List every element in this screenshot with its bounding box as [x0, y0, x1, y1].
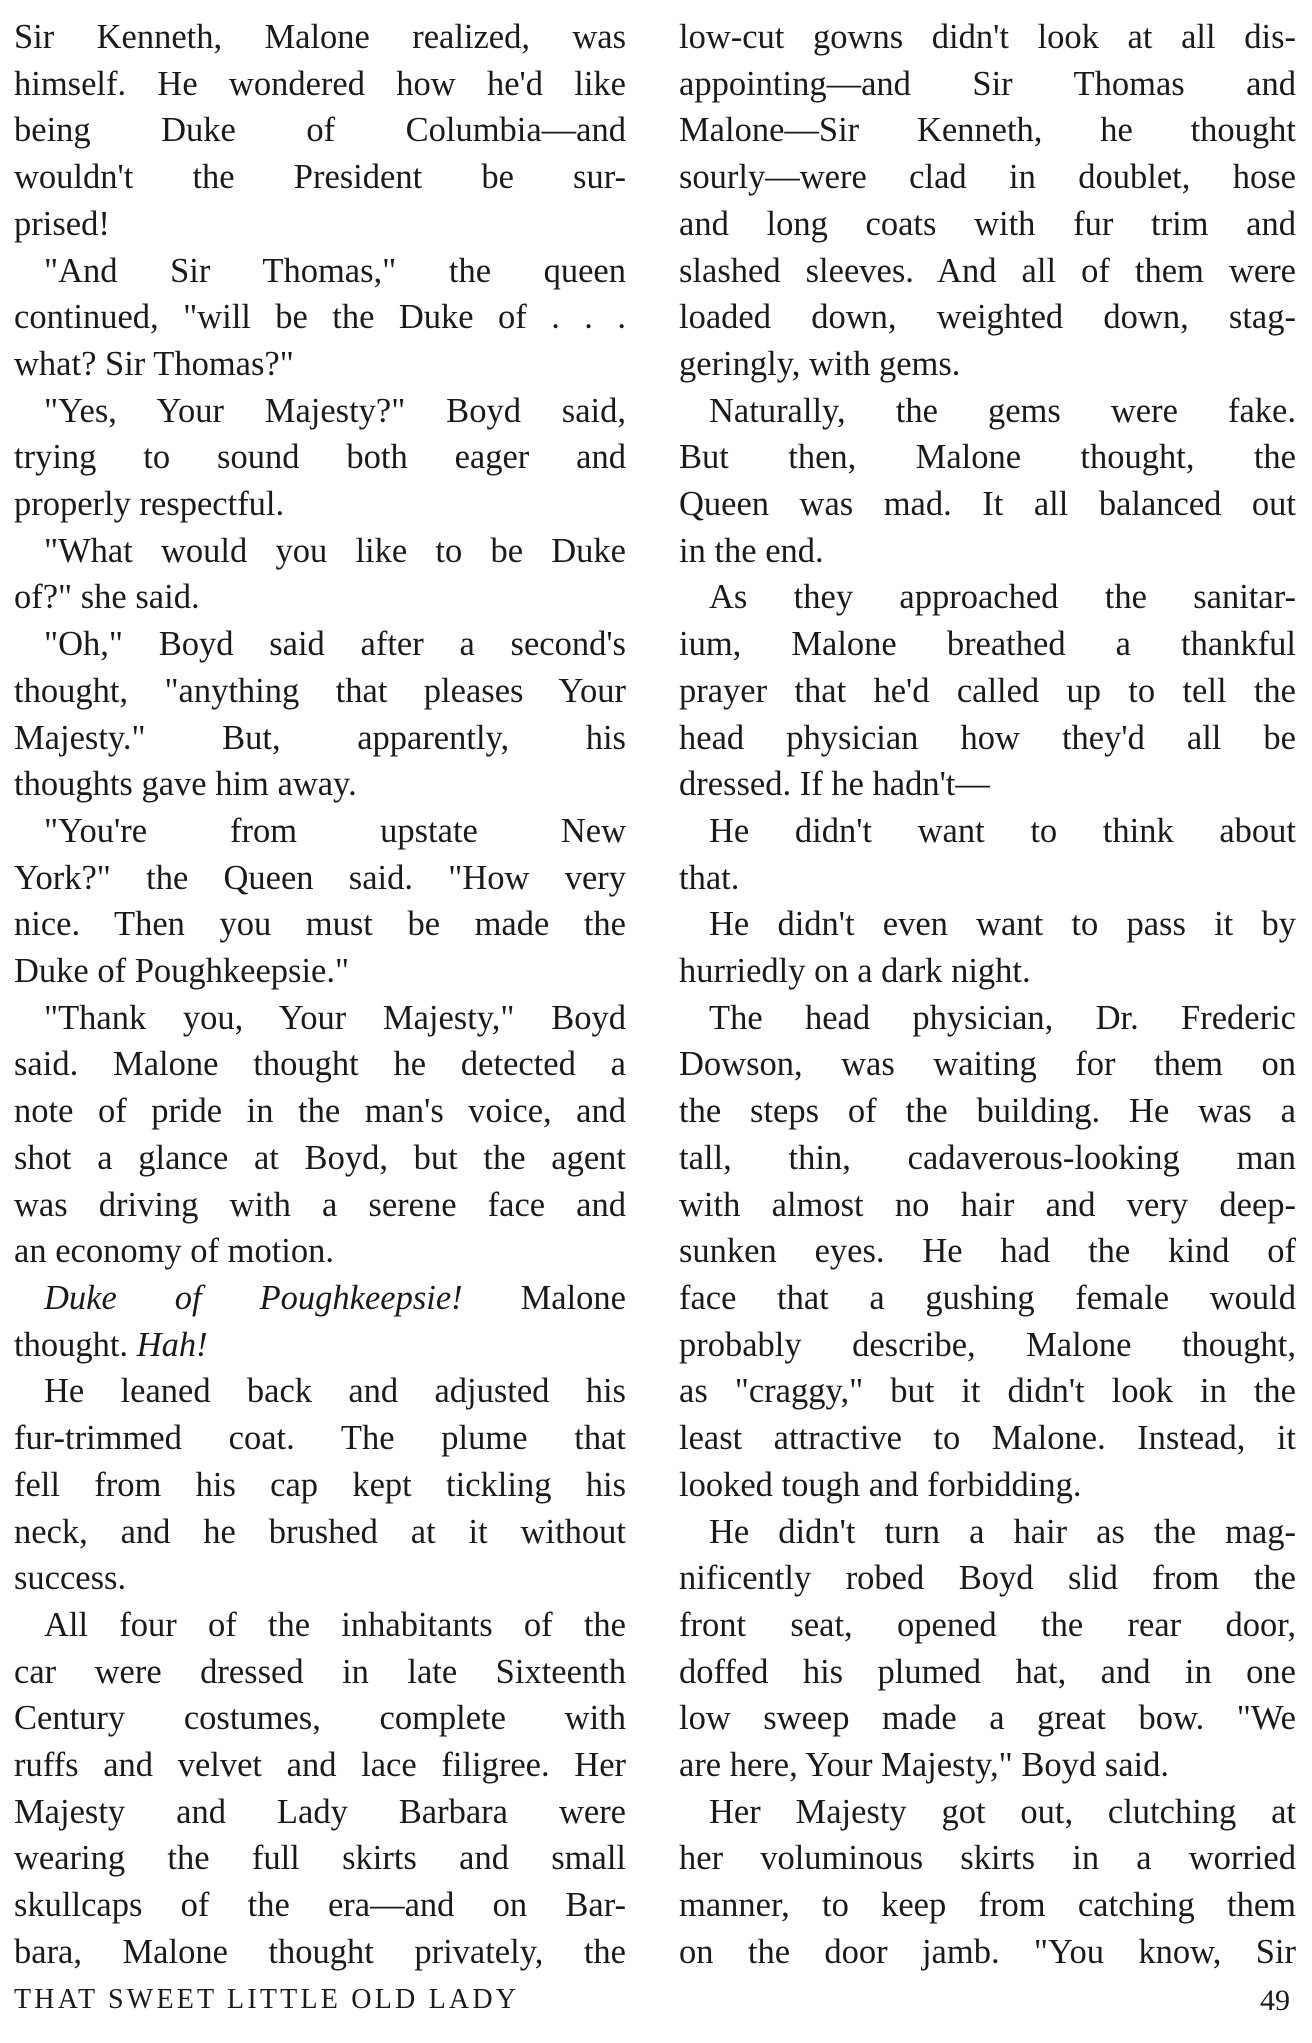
text-line: Her Majesty got out, clutching at [709, 1792, 1296, 1831]
paragraph [679, 1789, 1296, 1976]
text-line: He didn't want to think about [709, 811, 1296, 850]
text-line: "Thank you, Your Majesty," Boyd [44, 998, 626, 1037]
paragraph [14, 808, 626, 995]
text-line: "Yes, Your Majesty?" Boyd said, [44, 391, 626, 430]
text-line: But then, Malone thought, the [679, 438, 1296, 477]
text-line: note of pride in the man's voice, and [14, 1092, 626, 1131]
text-line: Century costumes, complete with [14, 1699, 626, 1738]
text-line: himself. He wondered how he'd like [14, 64, 626, 103]
text-line: The head physician, Dr. Frederic [709, 998, 1296, 1037]
text-line: fur-trimmed coat. The plume that [14, 1419, 626, 1458]
text-line: "And Sir Thomas," the queen [44, 251, 626, 290]
text-line: tall, thin, cadaverous-looking man [679, 1138, 1296, 1177]
text-line: ruffs and velvet and lace filigree. Her [14, 1746, 626, 1785]
text-line: As they approached the sanitar- [709, 578, 1296, 617]
text-line: her voluminous skirts in a worried [679, 1839, 1296, 1878]
text-line: car were dressed in late Sixteenth [14, 1652, 626, 1691]
text-line: Duke of Poughkeepsie." [14, 952, 350, 991]
text-line: Queen was mad. It all balanced out [679, 485, 1296, 524]
paragraph [679, 14, 1296, 388]
text-line: nificently robed Boyd slid from the [679, 1559, 1296, 1598]
text-line: continued, "will be the Duke of . . . [14, 298, 626, 337]
text-line: loaded down, weighted down, stag- [679, 298, 1296, 337]
text-line: trying to sound both eager and [14, 438, 626, 477]
paragraph [14, 1368, 626, 1602]
text-line: on the door jamb. "You know, Sir [679, 1932, 1296, 1971]
text-line: He leaned back and adjusted his [44, 1372, 626, 1411]
paragraph [679, 1509, 1296, 1789]
text-line: properly respectful. [14, 485, 285, 524]
text-line: hurriedly on a dark night. [679, 952, 1031, 991]
text-line: and long coats with fur trim and [679, 204, 1296, 243]
text-line: sourly—were clad in doublet, hose [679, 158, 1296, 197]
page-number: 49 [1260, 1984, 1290, 2017]
text-line: Sir Kenneth, Malone realized, was [14, 18, 626, 56]
text-line: being Duke of Columbia—and [14, 111, 626, 150]
text-line: All four of the inhabitants of the [44, 1605, 626, 1644]
text-line: least attractive to Malone. Instead, it [679, 1419, 1296, 1458]
text-line: low sweep made a great bow. "We [679, 1699, 1296, 1738]
text-line: fell from his cap kept tickling his [14, 1465, 626, 1504]
text-line: as "craggy," but it didn't look in the [679, 1372, 1296, 1411]
text-line: low-cut gowns didn't look at all dis- [679, 18, 1296, 56]
text-line: looked tough and forbidding. [679, 1465, 1082, 1504]
text-line: nice. Then you must be made the [14, 905, 626, 944]
text-line: head physician how they'd all be [679, 718, 1296, 757]
text-line: what? Sir Thomas?" [14, 344, 294, 383]
paragraph [14, 14, 626, 248]
paragraph [679, 388, 1296, 575]
paragraph [679, 574, 1296, 808]
text-line: that. [679, 858, 740, 897]
paragraph [14, 528, 626, 621]
text-line: skullcaps of the era—and on Bar- [14, 1886, 626, 1925]
text-line: "You're from upstate New [44, 811, 626, 850]
text-line: probably describe, Malone thought, [679, 1325, 1296, 1364]
text-line: was driving with a serene face and [14, 1185, 626, 1224]
paragraph [679, 901, 1296, 994]
text-line: "Oh," Boyd said after a second's [44, 625, 626, 664]
text-line: manner, to keep from catching them [679, 1886, 1296, 1925]
paragraph [14, 1275, 626, 1368]
paragraph [14, 388, 626, 528]
right-text-column [679, 14, 1296, 1976]
text-line: ium, Malone breathed a thankful [679, 625, 1296, 664]
paragraph [14, 621, 626, 808]
text-line: the steps of the building. He was a [679, 1092, 1296, 1131]
italic-text: Hah! [136, 1325, 208, 1364]
text-line: geringly, with gems. [679, 344, 961, 383]
text-line: thoughts gave him away. [14, 765, 357, 804]
text-line: prised! [14, 204, 110, 243]
text-line: wouldn't the President be sur- [14, 158, 626, 197]
text-line: prayer that he'd called up to tell the [679, 671, 1296, 710]
text-line: of?" she said. [14, 578, 200, 617]
text-line: shot a glance at Boyd, but the agent [14, 1138, 626, 1177]
left-text-column [14, 14, 626, 1976]
text-line: an economy of motion. [14, 1232, 335, 1271]
text-line: slashed sleeves. And all of them were [679, 251, 1296, 290]
text-line: Malone—Sir Kenneth, he thought [679, 111, 1296, 150]
running-title: THAT SWEET LITTLE OLD LADY [14, 1984, 520, 2015]
text-line: front seat, opened the rear door, [679, 1605, 1296, 1644]
text-line: success. [14, 1559, 127, 1598]
text-line: in the end. [679, 531, 824, 570]
text-line: with almost no hair and very deep- [679, 1185, 1296, 1224]
text-line: appointing—and Sir Thomas and [679, 64, 1296, 103]
paragraph [679, 995, 1296, 1509]
text-line: He didn't even want to pass it by [709, 905, 1296, 944]
text-line: Majesty." But, apparently, his [14, 718, 626, 757]
text-line: doffed his plumed hat, and in one [679, 1652, 1296, 1691]
text-line: "What would you like to be Duke [44, 531, 626, 570]
text-line: face that a gushing female would [679, 1278, 1296, 1317]
text-line: are here, Your Majesty," Boyd said. [679, 1746, 1169, 1785]
text-line: said. Malone thought he detected a [14, 1045, 626, 1084]
text-line: thought. Hah! [14, 1325, 208, 1364]
paragraph [14, 248, 626, 388]
text-line: dressed. If he hadn't— [679, 765, 990, 804]
text-line: thought, "anything that pleases Your [14, 671, 626, 710]
text-line: Dowson, was waiting for them on [679, 1045, 1296, 1084]
text-line: He didn't turn a hair as the mag- [709, 1512, 1296, 1551]
text-line: York?" the Queen said. "How very [14, 858, 626, 897]
text-line: neck, and he brushed at it without [14, 1512, 626, 1551]
paragraph [14, 1602, 626, 1976]
text-line: Naturally, the gems were fake. [709, 391, 1296, 430]
text-line: Majesty and Lady Barbara were [14, 1792, 626, 1831]
text-line: bara, Malone thought privately, the [14, 1932, 626, 1971]
paragraph [679, 808, 1296, 901]
text-line: sunken eyes. He had the kind of [679, 1232, 1296, 1271]
text-line: wearing the full skirts and small [14, 1839, 626, 1878]
italic-text: Duke of Poughkeepsie! [44, 1278, 463, 1317]
text-line: Duke of Poughkeepsie! Malone [44, 1278, 626, 1317]
paragraph [14, 995, 626, 1275]
